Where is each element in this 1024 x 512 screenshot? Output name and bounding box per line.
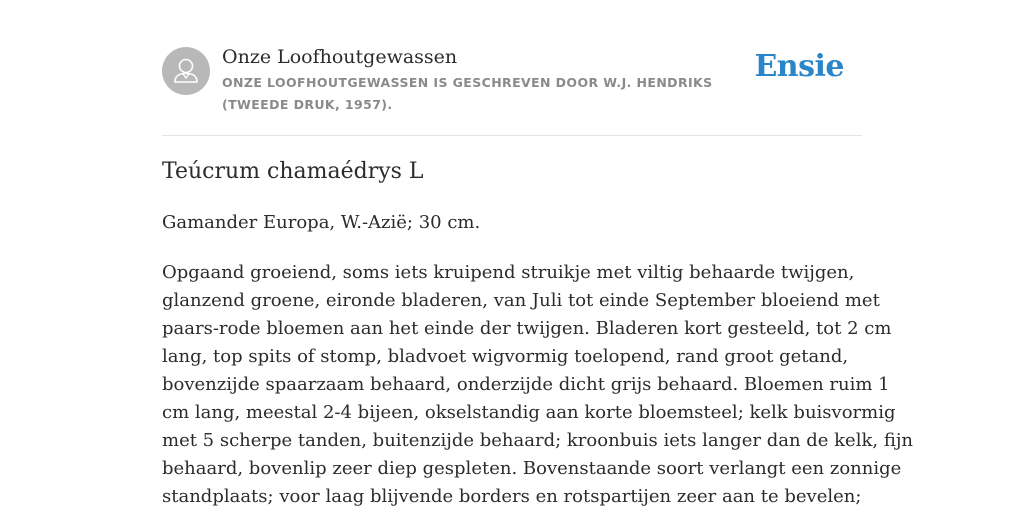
body-line: met 5 scherpe tanden, buitenzijde behaard; kroonbuis iets langer dan de kelk, fijn <box>162 430 913 451</box>
source-header <box>162 44 862 116</box>
body-line: bovenzijde spaarzaam behaard, onderzijde dicht grijs behaard. Bloemen ruim 1 <box>162 374 890 395</box>
entry-title: Teúcrum chamaédrys L <box>162 159 424 184</box>
body-line: lang, top spits of stomp, bladvoet wigvormig toelopend, rand groot getand, <box>162 346 849 367</box>
entry-subtitle: Gamander Europa, W.-Azië; 30 cm. <box>162 212 481 233</box>
source-title[interactable]: Onze Loofhoutgewassen <box>222 46 458 68</box>
body-line: standplaats; voor laag blijvende borders en rotspartijen zeer aan te bevelen; <box>162 486 862 507</box>
body-line: Opgaand groeiend, soms iets kruipend struikje met viltig behaarde twijgen, <box>162 262 855 283</box>
body-line: cm lang, meestal 2-4 bijeen, okselstandig aan korte bloemsteel; kelk buisvormig <box>162 402 896 423</box>
entry-body <box>162 259 913 511</box>
divider <box>162 135 862 136</box>
brand-logo[interactable]: Ensie <box>754 49 844 84</box>
avatar[interactable] <box>162 47 210 95</box>
source-description: ONZE LOOFHOUTGEWASSEN IS GESCHREVEN DOOR W.J. HENDRIKS (TWEEDE DRUK, 1957). <box>222 75 713 112</box>
body-line: paars-rode bloemen aan het einde der twijgen. Bladeren kort gesteeld, tot 2 cm <box>162 318 892 339</box>
body-line: behaard, bovenlip zeer diep gespleten. Bovenstaande soort verlangt een zonnige <box>162 458 902 479</box>
user-icon <box>162 47 210 95</box>
body-line: glanzend groene, eironde bladeren, van Juli tot einde September bloeiend met <box>162 290 880 311</box>
